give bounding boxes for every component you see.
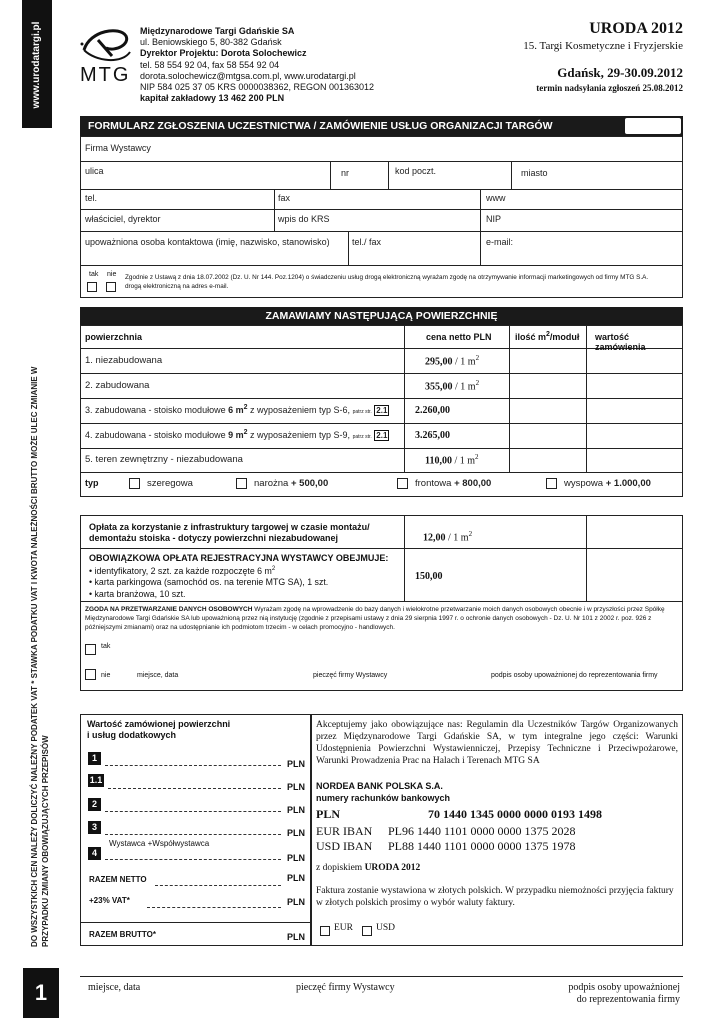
space-row-5-label: 5. teren zewnętrzny - niezabudowana bbox=[85, 454, 243, 465]
tel-label: tel. bbox=[85, 193, 98, 203]
event-deadline: termin nadsyłania zgłoszeń 25.08.2012 bbox=[536, 83, 683, 93]
org-name: Międzynarodowe Targi Gdańskie SA bbox=[140, 26, 295, 36]
gdpr-text: ZGODA NA PRZETWARZANIE DANYCH OSOBOWYCH Wyrażam zgodę na wprowadzenie do bazy danych i wielokrotne przetwarzanie moich danych osobowych obecnie i w przyszłości przez Spółkę Międzynarodowe Targi Gdańskie SA lub upoważnioną przez nią instytucję (zgodnie z przepisami ustawy z dnia 29 sierpnia 1997 r. o ochronie danych osobowych - Dz. U. Nr 101 z 2002 r. poz. 926 z późniejszymi zmianami) oraz na udostępnianie ich podmiotom trzecim - w celach promocyjno - handlowych. bbox=[85, 606, 665, 631]
event-title: URODA 2012 bbox=[589, 20, 683, 37]
org-capital: kapitał zakładowy 13 462 200 PLN bbox=[140, 93, 285, 104]
gdpr-yes-checkbox[interactable] bbox=[85, 644, 96, 655]
org-email-web: dorota.solochewicz@mtgsa.com.pl, www.urodatargi.pl bbox=[140, 70, 356, 81]
terms-box bbox=[311, 714, 683, 946]
ref-badge: 2.1 bbox=[376, 431, 388, 440]
mtg-logo bbox=[76, 22, 136, 92]
usd-label: USD IBAN bbox=[316, 839, 373, 853]
footer-signature: podpis osoby upoważnionej do reprezentowania firmy bbox=[568, 982, 680, 1005]
fax-label: fax bbox=[278, 193, 291, 203]
org-director: Dyrektor Projektu: Dorota Solochewicz bbox=[140, 48, 307, 59]
eur-account-row bbox=[316, 824, 576, 839]
type-front-checkbox[interactable] bbox=[397, 478, 408, 489]
fees-table bbox=[80, 515, 683, 691]
space-row-2-qty-input[interactable] bbox=[513, 377, 583, 395]
infra-fee-label: Opłata za korzystanie z infrastruktury targowej w czasie montażu/ demontażu stoiska - dotyczy powierzchni niezabudowanej bbox=[89, 522, 370, 543]
space-row-5-price: 110,00 / 1 $m^2$ bbox=[425, 453, 479, 467]
type-street-label: szeregowa bbox=[147, 478, 193, 489]
pln-label: PLN bbox=[316, 807, 340, 821]
co-exhibitor-label: Wystawca +Współwystawca bbox=[109, 839, 210, 848]
net-total-label: RAZEM NETTO bbox=[89, 875, 147, 884]
invoice-note: Faktura zostanie wystawiona w złotych polskich. W przypadku niemożności przyjęcia faktury w złotych polskich prosimy o wybór waluty faktury. bbox=[316, 886, 674, 908]
order-summary bbox=[80, 714, 311, 946]
space-row-4-qty-input[interactable] bbox=[513, 427, 583, 445]
space-row-2-label: 2. zabudowana bbox=[85, 380, 150, 391]
gdpr-stamp: pieczęć firmy Wystawcy bbox=[313, 672, 388, 679]
registration-fee-value-input[interactable] bbox=[591, 554, 679, 598]
registration-fee-title: OBOWIĄZKOWA OPŁATA REJESTRACYJNA WYSTAWCY OBEJMUJE: bbox=[89, 553, 389, 563]
vertical-vat-note: DO WSZYSTKICH CEN NALEŻY DOLICZYĆ NALEŻNY PODATEK VAT * STAWKA PODATKU VAT I KWOTA NALEŻNOŚCI BRUTTO MOŻE ULEC ZMIANIE W PRZYPADKU ZMIANY OBOWIĄZUJĄCYCH PRZEPISÓW bbox=[30, 366, 50, 947]
space-row-4-label: 4. zabudowana - stoisko modułowe 9 $m^2$ z wyposażeniem typ S-9, patrz str. 2.1 bbox=[85, 429, 388, 440]
exhibitor-data-table bbox=[80, 136, 683, 298]
email-label: e-mail: bbox=[486, 237, 514, 247]
city-label: miasto bbox=[521, 168, 548, 178]
gdpr-no-checkbox[interactable] bbox=[85, 669, 96, 680]
form-number-box[interactable] bbox=[625, 118, 681, 134]
vat-label: +23% VAT* bbox=[89, 896, 130, 905]
order-row-1-currency: PLN bbox=[287, 759, 305, 769]
space-row-4-price: 3.265,00 bbox=[415, 430, 450, 441]
space-table bbox=[80, 325, 683, 497]
space-title-bar bbox=[80, 307, 683, 325]
infra-fee-value-input[interactable] bbox=[591, 520, 679, 544]
organizer-block bbox=[140, 26, 400, 104]
www-label: www bbox=[486, 193, 506, 203]
order-row-2-badge: 1.1 bbox=[89, 775, 103, 785]
space-row-2-price: 355,00 / 1 $m^2$ bbox=[425, 379, 480, 393]
eur-account: PL96 1440 1101 0000 0000 1375 2028 bbox=[388, 824, 576, 838]
form-title-bar bbox=[80, 116, 683, 136]
stand-type-label: typ bbox=[85, 478, 99, 488]
space-row-2-value-input[interactable] bbox=[591, 377, 679, 395]
order-row-5-currency: PLN bbox=[287, 853, 305, 863]
space-title: ZAMAWIAMY NASTĘPUJĄCĄ POWIERZCHNIĘ bbox=[265, 310, 498, 322]
space-row-3-price: 2.260,00 bbox=[415, 405, 450, 416]
contact-label: upoważniona osoba kontaktowa (imię, nazwisko, stanowisko) bbox=[85, 237, 330, 247]
pln-account: 70 1440 1345 0000 0000 0193 1498 bbox=[428, 807, 602, 821]
street-label: ulica bbox=[85, 166, 104, 176]
owner-label: właściciel, dyrektor bbox=[85, 214, 161, 224]
company-input[interactable] bbox=[171, 139, 676, 159]
form-title: FORMULARZ ZGŁOSZENIA UCZESTNICTWA / ZAMÓWIENIE USŁUG ORGANIZACJI TARGÓW bbox=[88, 120, 553, 132]
net-total-currency: PLN bbox=[287, 873, 305, 883]
event-block bbox=[423, 20, 683, 93]
type-island-checkbox[interactable] bbox=[546, 478, 557, 489]
space-row-3-value-input[interactable] bbox=[591, 402, 679, 420]
transfer-note: z dopiskiem URODA 2012 bbox=[316, 863, 421, 873]
type-front-label: frontowa + 800,00 bbox=[415, 478, 492, 489]
space-row-4-value-input[interactable] bbox=[591, 427, 679, 445]
gross-total-currency: PLN bbox=[287, 932, 305, 942]
col-price-header: cena netto PLN bbox=[426, 332, 492, 342]
eur-label: EUR IBAN bbox=[316, 824, 373, 838]
space-row-1-value-input[interactable] bbox=[591, 352, 679, 370]
org-address: ul. Beniowskiego 5, 80-382 Gdańsk bbox=[140, 37, 282, 48]
footer-stamp: pieczęć firmy Wystawcy bbox=[296, 982, 395, 993]
consent-text: Zgodnie z Ustawą z dnia 18.07.2002 (Dz. U. Nr 144. Poz.1204) o świadczeniu usług drogą elektroniczną wyrażam zgodę na otrzymywanie informacji marketingowych od firmy MTG S.A. drogą elektroniczną na adres e-mail. bbox=[125, 274, 649, 290]
ref-badge: 2.1 bbox=[376, 406, 388, 415]
contact-tel-label: tel./ fax bbox=[352, 237, 382, 247]
order-row-5-badge: 4 bbox=[88, 847, 101, 860]
type-island-label: wyspowa + 1.000,00 bbox=[564, 478, 651, 489]
vat-currency: PLN bbox=[287, 897, 305, 907]
logo-text: MTG bbox=[80, 64, 131, 86]
space-row-3-qty-input[interactable] bbox=[513, 402, 583, 420]
col-value-header: wartość zamówienia bbox=[595, 332, 646, 352]
page-number-badge bbox=[23, 968, 59, 1018]
org-phone: tel. 58 554 92 04, fax 58 554 92 04 bbox=[140, 59, 280, 70]
space-row-1-qty-input[interactable] bbox=[513, 352, 583, 370]
pln-account-row bbox=[316, 807, 602, 822]
consent-yes-label: tak bbox=[89, 271, 99, 278]
page-number: 1 bbox=[34, 980, 48, 1005]
invoice-usd-label: USD bbox=[376, 923, 396, 933]
space-row-3-label: 3. zabudowana - stoisko modułowe 6 $m^2$ z wyposażeniem typ S-6, patrz str. 2.1 bbox=[85, 404, 388, 415]
space-row-5-value-input[interactable] bbox=[591, 451, 679, 469]
usd-account: PL88 1440 1101 0000 0000 1375 1978 bbox=[388, 839, 576, 853]
invoice-usd-checkbox[interactable] bbox=[362, 926, 372, 936]
usd-account-row bbox=[316, 839, 576, 854]
col-qty-header: ilość $m^2$/moduł bbox=[515, 331, 580, 342]
registration-fee-items: • identyfikatory, 2 szt. za każde rozpoczęte 6 $m^2$ • karta parkingowa (samochód os. na terenie MTG SA), 1 szt. • karta branżowa, 10 szt. bbox=[89, 565, 329, 599]
footer-place-date: miejsce, data bbox=[88, 982, 141, 993]
order-row-3-badge: 2 bbox=[88, 798, 101, 811]
gdpr-signature: podpis osoby upoważnionej do reprezentowania firmy bbox=[491, 672, 658, 679]
company-label: Firma Wystawcy bbox=[85, 143, 151, 153]
postal-label: kod poczt. bbox=[395, 166, 437, 176]
invoice-eur-checkbox[interactable] bbox=[320, 926, 330, 936]
krs-label: wpis do KRS bbox=[278, 214, 330, 224]
nr-label: nr bbox=[341, 168, 350, 178]
order-row-4-badge: 3 bbox=[88, 821, 101, 834]
gdpr-no-label: nie bbox=[101, 672, 111, 679]
sidebar-url-strip bbox=[22, 0, 52, 128]
order-row-4-currency: PLN bbox=[287, 828, 305, 838]
terms-text: Akceptujemy jako obowiązujące nas: Regulamin dla Uczestników Targów Organizowanych przez Międzynarodowe Targi Gdańskie SA, w tym integralne jego części: Warunki Udostępnienia Powierzchni Wystawienniczej, Przepisy Techniczne i Przeciwpożarowe, Warunki Prowadzenia Prac na Halach i Terenach MTG SA bbox=[316, 720, 678, 766]
space-row-1-label: 1. niezabudowana bbox=[85, 355, 163, 366]
bank-accounts-label: numery rachunków bankowych bbox=[316, 793, 451, 803]
gdpr-place-date: miejsce, data bbox=[137, 672, 179, 679]
order-row-1-badge: 1 bbox=[88, 752, 101, 765]
sidebar-url: www.urodatargi.pl bbox=[31, 21, 42, 109]
gross-total-label: RAZEM BRUTTO* bbox=[89, 930, 156, 939]
infra-fee-price: 12,00 / 1 $m^2$ bbox=[423, 530, 473, 544]
org-registry: NIP 584 025 37 05 KRS 0000038362, REGON 001363012 bbox=[140, 82, 375, 93]
type-street-checkbox[interactable] bbox=[129, 478, 140, 489]
gdpr-yes-label: tak bbox=[101, 643, 111, 650]
space-row-5-qty-input[interactable] bbox=[513, 451, 583, 469]
space-row-1-price: 295,00 / 1 $m^2$ bbox=[425, 354, 480, 368]
nip-label: NIP bbox=[486, 214, 502, 224]
consent-no-checkbox[interactable] bbox=[106, 282, 116, 292]
col-area-header: powierzchnia bbox=[85, 332, 143, 342]
registration-fee-price: 150,00 bbox=[415, 571, 443, 582]
event-place-date: Gdańsk, 29-30.09.2012 bbox=[557, 65, 683, 80]
bank-name: NORDEA BANK POLSKA S.A. bbox=[316, 781, 443, 791]
order-title: Wartość zamówionej powierzchni i usług dodatkowych bbox=[87, 719, 231, 740]
invoice-eur-label: EUR bbox=[334, 923, 353, 933]
order-row-3-currency: PLN bbox=[287, 805, 305, 815]
type-corner-checkbox[interactable] bbox=[236, 478, 247, 489]
type-corner-label: narożna + 500,00 bbox=[254, 478, 329, 489]
consent-yes-checkbox[interactable] bbox=[87, 282, 97, 292]
event-subtitle: 15. Targi Kosmetyczne i Fryzjerskie bbox=[523, 40, 683, 52]
order-row-2-currency: PLN bbox=[287, 782, 305, 792]
consent-no-label: nie bbox=[107, 271, 117, 278]
